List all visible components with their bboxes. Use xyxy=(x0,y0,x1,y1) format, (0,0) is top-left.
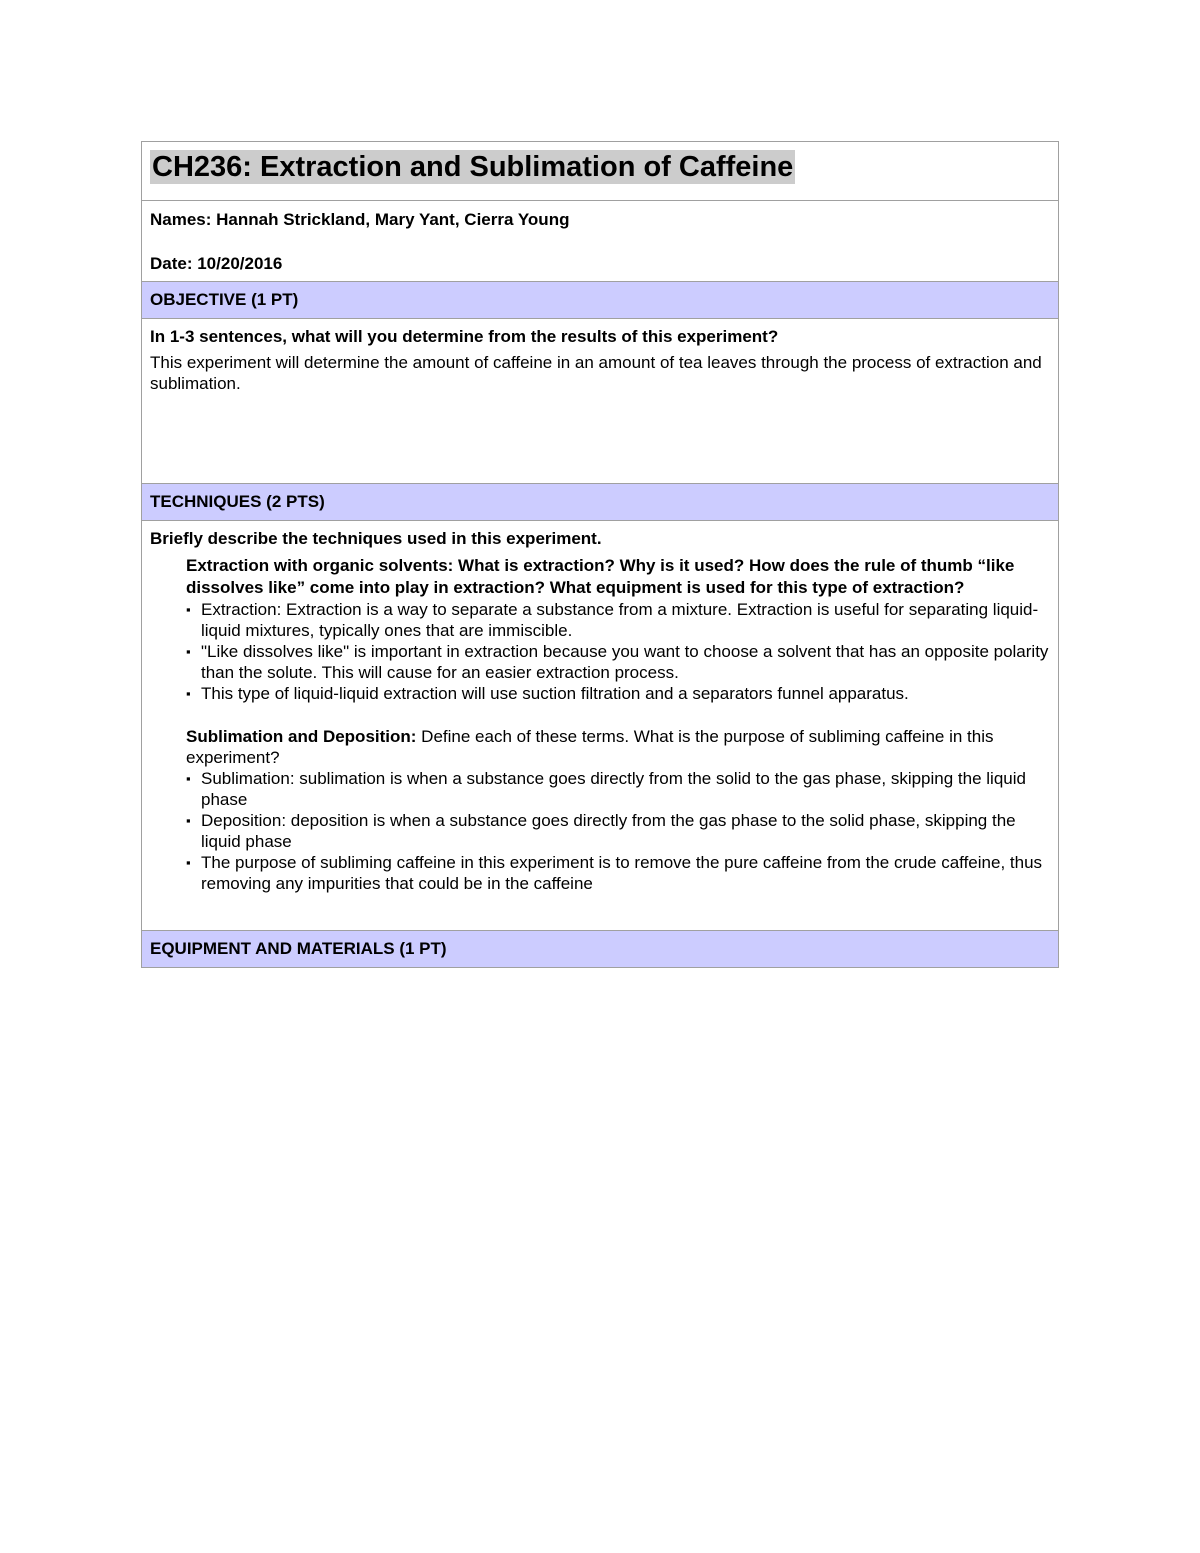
list-item: ▪ "Like dissolves like" is important in extraction because you want to choose a solvent that has an opposite polarity than the solute. This will cause for an easier extraction process. xyxy=(186,642,1049,682)
bullet-icon: ▪ xyxy=(186,602,191,617)
extraction-question: Extraction with organic solvents: What is extraction? Why is it used? How does the rule of thumb “like dissolves like” come into play in extraction? What equipment is used for this type of extraction? xyxy=(186,556,1015,597)
list-item: ▪ Deposition: deposition is when a substance goes directly from the gas phase to the solid phase, skipping the liquid phase xyxy=(186,811,1016,851)
title-cell xyxy=(142,142,1059,201)
bullet-icon: ▪ xyxy=(186,644,191,659)
document-title: CH236: Extraction and Sublimation of Caffeine xyxy=(152,151,794,183)
techniques-cell xyxy=(142,521,1059,931)
extraction-bullet-list xyxy=(186,599,1050,704)
bullet-icon: ▪ xyxy=(186,813,191,828)
objective-cell xyxy=(142,319,1059,484)
sublimation-question-lead: Sublimation and Deposition: xyxy=(186,727,417,746)
bullet-icon: ▪ xyxy=(186,771,191,786)
objective-header: OBJECTIVE (1 PT) xyxy=(142,282,1059,319)
techniques-header: TECHNIQUES (2 PTS) xyxy=(142,484,1059,521)
sublimation-question xyxy=(186,726,1050,768)
objective-prompt: In 1-3 sentences, what will you determine from the results of this experiment? xyxy=(150,327,779,346)
equipment-header: EQUIPMENT AND MATERIALS (1 PT) xyxy=(142,931,1059,968)
sublimation-question-text: Define each of these terms. What is the purpose of subliming caffeine in this experiment? xyxy=(186,727,994,767)
meta-cell xyxy=(142,201,1059,282)
lab-report-page xyxy=(141,141,1059,968)
list-item: ▪ This type of liquid-liquid extraction will use suction filtration and a separators funnel apparatus. xyxy=(186,684,909,703)
techniques-prompt: Briefly describe the techniques used in this experiment. xyxy=(150,529,602,548)
list-item: ▪ Sublimation: sublimation is when a substance goes directly from the solid to the gas phase, skipping the liquid phase xyxy=(186,769,1026,809)
lab-report-table xyxy=(141,141,1059,968)
bullet-icon: ▪ xyxy=(186,686,191,701)
sublimation-block xyxy=(186,726,1050,894)
names-line: Names: Hannah Strickland, Mary Yant, Cierra Young xyxy=(150,210,570,229)
objective-answer: This experiment will determine the amount of caffeine in an amount of tea leaves through the process of extraction and sublimation. xyxy=(150,353,1042,393)
list-item: ▪ Extraction: Extraction is a way to separate a substance from a mixture. Extraction is useful for separating liquid-liquid mixtures, typically ones that are immiscible. xyxy=(186,600,1039,640)
bullet-icon: ▪ xyxy=(186,855,191,870)
extraction-block xyxy=(186,555,1050,704)
sublimation-bullet-list xyxy=(186,768,1050,894)
date-line: Date: 10/20/2016 xyxy=(150,254,283,273)
list-item: ▪ The purpose of subliming caffeine in this experiment is to remove the pure caffeine from the crude caffeine, thus removing any impurities that could be in the caffeine xyxy=(186,853,1043,893)
